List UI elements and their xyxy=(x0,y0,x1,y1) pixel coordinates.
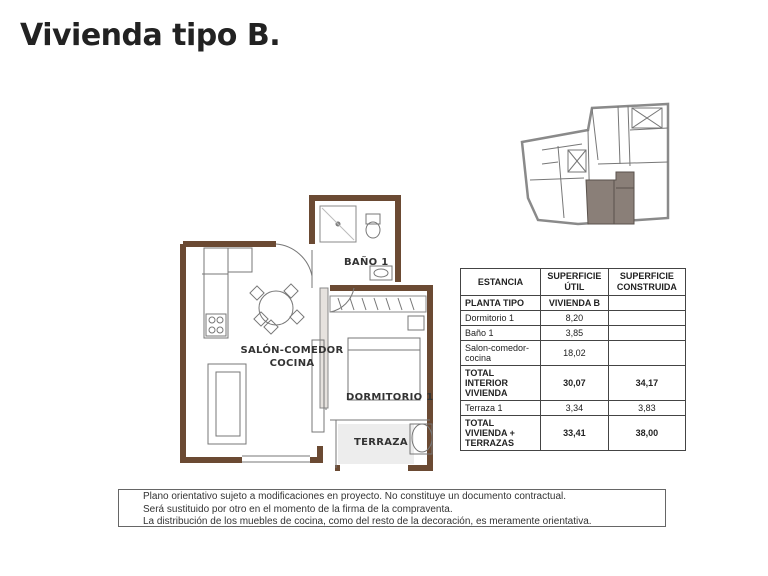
table-cell: 30,07 xyxy=(540,366,608,401)
table-row xyxy=(461,416,686,451)
table-cell xyxy=(608,296,685,311)
page-title: Vivienda tipo B. xyxy=(20,18,281,53)
floor-plan xyxy=(180,192,442,472)
room-label-bano: BAÑO 1 xyxy=(344,257,389,268)
table-cell xyxy=(608,341,685,366)
disclaimer-line: Plano orientativo sujeto a modificaciones en proyecto. No constituye un documento contractual. xyxy=(143,491,567,502)
table-cell: 8,20 xyxy=(540,311,608,326)
table-cell: 38,00 xyxy=(608,416,685,451)
table-cell: Dormitorio 1 xyxy=(461,311,541,326)
room-label-salon xyxy=(240,344,344,370)
table-row xyxy=(461,401,686,416)
table-row xyxy=(461,326,686,341)
table-row xyxy=(461,341,686,366)
table-header-row xyxy=(461,269,686,296)
room-label-terraza: TERRAZA xyxy=(354,437,408,448)
table-cell: 18,02 xyxy=(540,341,608,366)
table-header: SUPERFICIE ÚTIL xyxy=(540,269,608,296)
table-cell: VIVIENDA B xyxy=(540,296,608,311)
disclaimer-line: Será sustituido por otro en el momento de la firma de la compraventa. xyxy=(143,503,453,515)
table-subheader-row xyxy=(461,296,686,311)
unit-b-highlight xyxy=(586,172,634,224)
table-cell: 3,34 xyxy=(540,401,608,416)
table-header: SUPERFICIE CONSTRUIDA xyxy=(608,269,685,296)
table-cell xyxy=(608,311,685,326)
key-plan xyxy=(518,100,673,230)
table-cell: 3,85 xyxy=(540,326,608,341)
room-label-dormitorio: DORMITORIO 1 xyxy=(346,392,434,403)
table-cell xyxy=(608,326,685,341)
table-cell: Baño 1 xyxy=(461,326,541,341)
table-cell: 34,17 xyxy=(608,366,685,401)
table-cell: TOTAL INTERIOR VIVIENDA xyxy=(461,366,541,401)
table-cell: Salon-comedor-cocina xyxy=(461,341,541,366)
table-row xyxy=(461,311,686,326)
disclaimer-line: La distribución de los muebles de cocina, como del resto de la decoración, es meramente orientativa. xyxy=(143,516,592,527)
table-cell: 33,41 xyxy=(540,416,608,451)
room-label-salon-line1: SALÓN-COMEDOR xyxy=(240,345,344,356)
table-header: ESTANCIA xyxy=(461,269,541,296)
table-cell: Terraza 1 xyxy=(461,401,541,416)
table-cell: TOTAL VIVIENDA + TERRAZAS xyxy=(461,416,541,451)
room-label-salon-line2: COCINA xyxy=(269,358,315,369)
disclaimer-note xyxy=(118,489,666,527)
table-row xyxy=(461,366,686,401)
table-cell: 3,83 xyxy=(608,401,685,416)
surface-table xyxy=(460,268,686,451)
table-cell: PLANTA TIPO xyxy=(461,296,541,311)
